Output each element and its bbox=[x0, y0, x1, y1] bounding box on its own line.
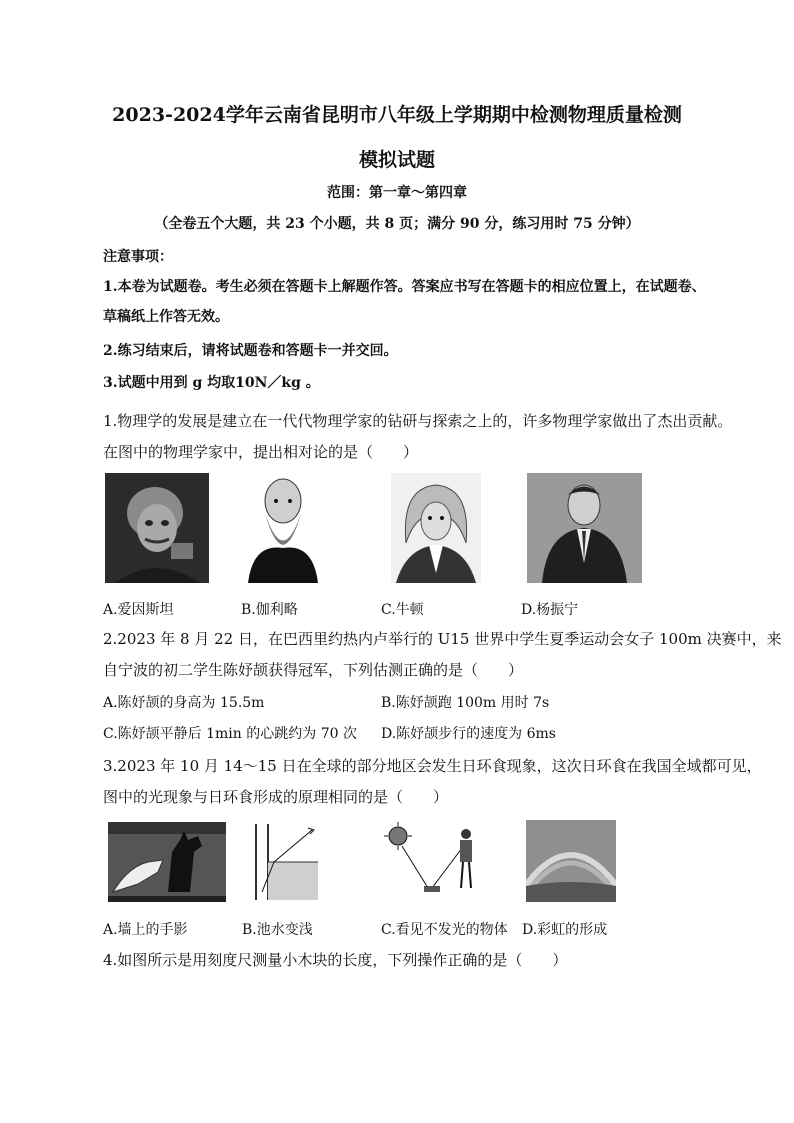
q1-option-a: A.爱因斯坦 bbox=[103, 602, 174, 618]
photo-galileo bbox=[243, 473, 323, 583]
q2-line-2: 自宁波的初二学生陈妤颉获得冠军，下列估测正确的是（ ） bbox=[103, 661, 524, 679]
q1-line-2: 在图中的物理学家中，提出相对论的是（ ） bbox=[103, 443, 419, 461]
figure-hand-shadow bbox=[108, 822, 226, 902]
q1-option-c: C.牛顿 bbox=[381, 602, 424, 618]
photo-einstein bbox=[105, 473, 209, 583]
q3-option-a: A.墙上的手影 bbox=[103, 922, 188, 938]
title-line-1: 2023-2024学年云南省昆明市八年级上学期期中检测物理质量检测 bbox=[112, 104, 682, 126]
q2-option-c: C.陈妤颉平静后 1min 的心跳约为 70 次 bbox=[103, 726, 357, 742]
figure-pool-refraction bbox=[246, 822, 320, 902]
exam-info: （全卷五个大题，共 23 个小题，共 8 页；满分 90 分，练习用时 75 分钟） bbox=[154, 216, 640, 232]
scope-text: 范围：第一章～第四章 bbox=[327, 185, 467, 201]
figure-reflection-viewer bbox=[384, 822, 484, 902]
q3-option-c: C.看见不发光的物体 bbox=[381, 922, 508, 938]
note-3: 3.试题中用到 g 均取10N／kg 。 bbox=[103, 375, 320, 391]
q1-line-1: 1.物理学的发展是建立在一代代物理学家的钻研与探索之上的，许多物理学家做出了杰出贡献。 bbox=[103, 412, 733, 430]
photo-yang bbox=[527, 473, 642, 583]
q2-option-d: D.陈妤颉步行的速度为 6ms bbox=[381, 726, 556, 742]
q1-option-b: B.伽利略 bbox=[241, 602, 298, 618]
q2-option-a: A.陈妤颉的身高为 15.5m bbox=[103, 695, 265, 711]
q2-option-b: B.陈妤颉跑 100m 用时 7s bbox=[381, 695, 550, 711]
q3-option-d: D.彩虹的形成 bbox=[522, 922, 608, 938]
figure-rainbow bbox=[526, 820, 616, 902]
note-2: 2.练习结束后，请将试题卷和答题卡一并交回。 bbox=[103, 343, 398, 359]
note-1a: 1.本卷为试题卷。考生必须在答题卡上解题作答。答案应书写在答题卡的相应位置上，在试题卷、 bbox=[103, 279, 706, 295]
note-1b: 草稿纸上作答无效。 bbox=[103, 309, 229, 325]
q2-line-1: 2.2023 年 8 月 22 日，在巴西里约热内卢举行的 U15 世界中学生夏季运动会女子 100m 决赛中，来 bbox=[103, 630, 782, 648]
title-line-2: 模拟试题 bbox=[358, 149, 435, 171]
notes-heading: 注意事项： bbox=[103, 249, 173, 265]
q3-option-b: B.池水变浅 bbox=[242, 922, 313, 938]
q3-line-2: 图中的光现象与日环食形成的原理相同的是（ ） bbox=[103, 788, 449, 806]
q1-option-d: D.杨振宁 bbox=[521, 602, 579, 618]
q4-line-1: 4.如图所示是用刻度尺测量小木块的长度，下列操作正确的是（ ） bbox=[103, 951, 568, 969]
photo-newton bbox=[391, 473, 481, 583]
q3-line-1: 3.2023 年 10 月 14～15 日在全球的部分地区会发生日环食现象，这次日环食在我国全域都可见， bbox=[103, 757, 762, 775]
